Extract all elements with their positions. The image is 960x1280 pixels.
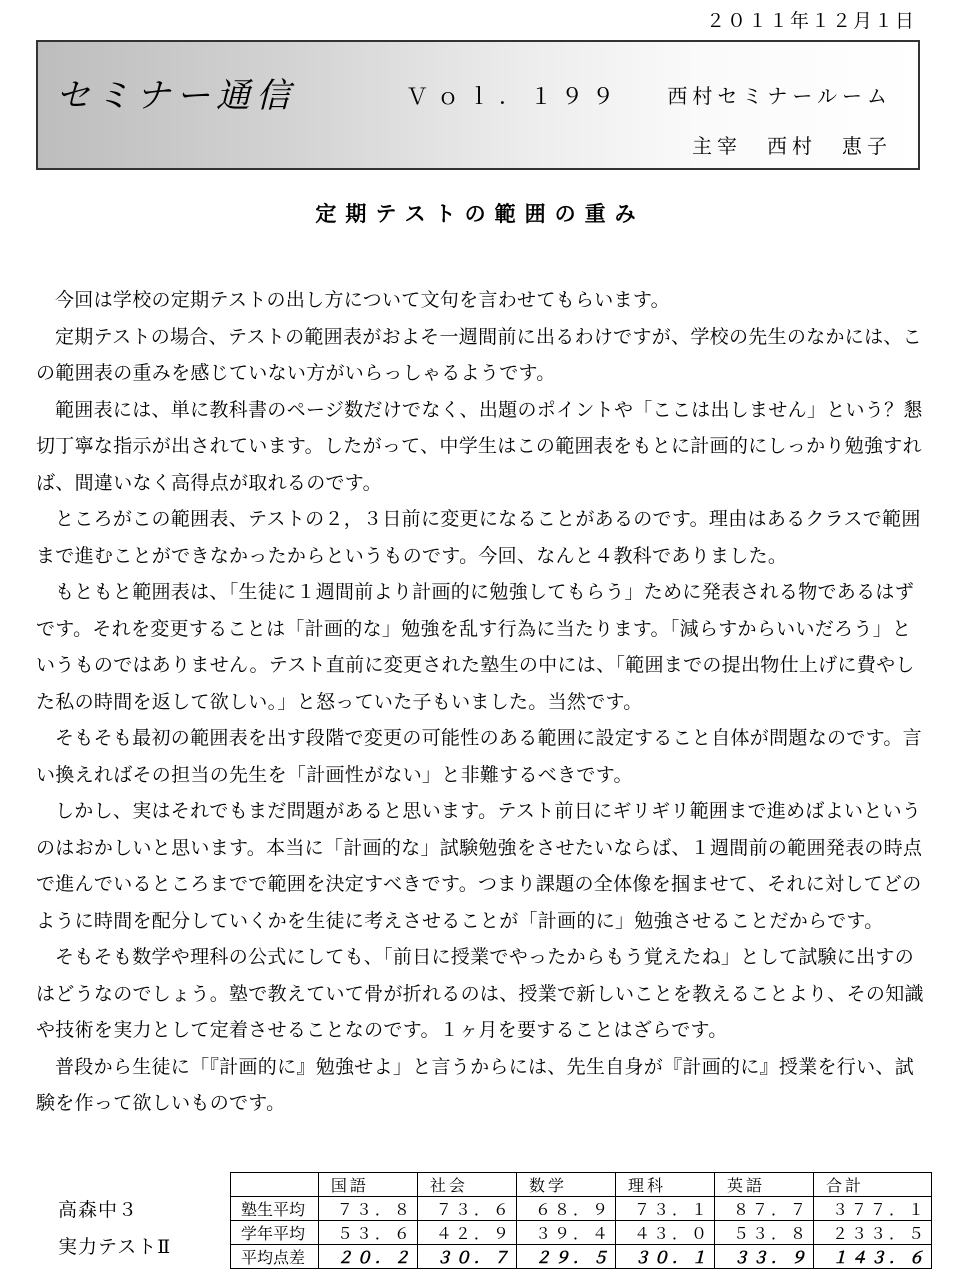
row-label: 塾生平均 — [231, 1197, 319, 1221]
score-cell: ４３．０ — [615, 1221, 714, 1245]
paragraph: 定期テストの場合、テストの範囲表がおよそ一週間前に出るわけですが、学校の先生のなかには、この範囲表の重みを感じていない方がいらっしゃるようです。 — [36, 325, 922, 384]
score-cell: ８７．７ — [714, 1197, 813, 1221]
score-table — [230, 1172, 932, 1269]
paragraph: 普段から生徒に「『計画的に』勉強せよ」と言うからには、先生自身が『計画的に』授業を行い、試験を作って欲しいものです。 — [36, 1055, 915, 1114]
issue-date: ２０１１年１２月１日 — [705, 10, 916, 32]
score-cell: ２３３．５ — [813, 1221, 931, 1245]
column-header: 社会 — [417, 1173, 516, 1197]
test-label: 実力テストⅡ — [58, 1236, 172, 1258]
head-name: 主宰 西村 恵子 — [692, 134, 892, 158]
organization-name: 西村セミナールーム — [667, 84, 892, 108]
table-row — [231, 1221, 932, 1245]
paragraph: 今回は学校の定期テストの出し方について文句を言わせてもらいます。 — [55, 289, 670, 311]
score-cell: ５３．８ — [714, 1221, 813, 1245]
score-cell: ３０．１ — [615, 1245, 714, 1269]
column-header: 理科 — [615, 1173, 714, 1197]
score-cell: ３７７．１ — [813, 1197, 931, 1221]
table-row — [231, 1245, 932, 1269]
article-body — [36, 282, 924, 1122]
table-header-row — [231, 1173, 932, 1197]
corner-cell — [231, 1173, 319, 1197]
column-header: 英語 — [714, 1173, 813, 1197]
newsletter-banner — [36, 40, 920, 170]
newsletter-title: セミナー通信 — [56, 76, 296, 116]
score-cell: ４２．９ — [417, 1221, 516, 1245]
score-cell: ３０．７ — [417, 1245, 516, 1269]
score-cell: ３３．９ — [714, 1245, 813, 1269]
paragraph: もともと範囲表は、「生徒に１週間前より計画的に勉強してもらう」ために発表される物であるはずです。それを変更することは「計画的な」勉強を乱す行為に当たります。「減らすからいいだろう」というものではありません。テスト直前に変更された塾生の中には、「範囲までの提出物仕上げに費やした私の時間を返して欲しい。」と怒っていた子もいました。当然です。 — [36, 581, 915, 713]
school-label: 高森中３ — [58, 1199, 139, 1221]
score-cell: ７３．６ — [417, 1197, 516, 1221]
score-cell: １４３．６ — [813, 1245, 931, 1269]
score-cell: ６８．９ — [516, 1197, 615, 1221]
column-header: 合計 — [813, 1173, 931, 1197]
score-cell: ７３．１ — [615, 1197, 714, 1221]
column-header: 数学 — [516, 1173, 615, 1197]
score-cell: ３９．４ — [516, 1221, 615, 1245]
volume-number: Ｖｏｌ．１９９ — [406, 85, 624, 110]
paragraph: 範囲表には、単に教科書のページ数だけでなく、出題のポイントや「ここは出しません」という？懇切丁寧な指示が出されています。したがって、中学生はこの範囲表をもとに計画的にしっかり勉強すれば、間違いなく高得点が取れるのです。 — [36, 398, 923, 494]
row-label: 平均点差 — [231, 1245, 319, 1269]
score-cell: ７３．８ — [318, 1197, 417, 1221]
paragraph: ところがこの範囲表、テストの２，３日前に変更になることがあるのです。理由はあるクラスで範囲まで進むことができなかったからというものです。今回、なんと４教科でありました。 — [36, 508, 921, 567]
row-label: 学年平均 — [231, 1221, 319, 1245]
score-cell: ５３．６ — [318, 1221, 417, 1245]
column-header: 国語 — [318, 1173, 417, 1197]
paragraph: そもそも最初の範囲表を出す段階で変更の可能性のある範囲に設定すること自体が問題なのです。言い換えればその担当の先生を「計画性がない」と非難するべきです。 — [36, 727, 922, 786]
paragraph: しかし、実はそれでもまだ問題があると思います。テスト前日にギリギリ範囲まで進めばよいというのはおかしいと思います。本当に「計画的な」試験勉強をさせたいならば、１週間前の範囲発表の時点で進んでいるところまでで範囲を決定すべきです。つまり課題の全体像を掴ませて、それに対してどのように時間を配分していくかを生徒に考えさせることが「計画的に」勉強させることだからです。 — [36, 800, 923, 932]
score-cell: ２９．５ — [516, 1245, 615, 1269]
table-row — [231, 1197, 932, 1221]
score-cell: ２０．２ — [318, 1245, 417, 1269]
article-headline: 定期テストの範囲の重み — [315, 201, 645, 226]
paragraph: そもそも数学や理科の公式にしても、「前日に授業でやったからもう覚えたね」として試験に出すのはどうなのでしょう。塾で教えていて骨が折れるのは、授業で新しいことを教えることより、その知識や技術を実力として定着させることなのです。１ヶ月を要することはざらです。 — [36, 946, 924, 1041]
